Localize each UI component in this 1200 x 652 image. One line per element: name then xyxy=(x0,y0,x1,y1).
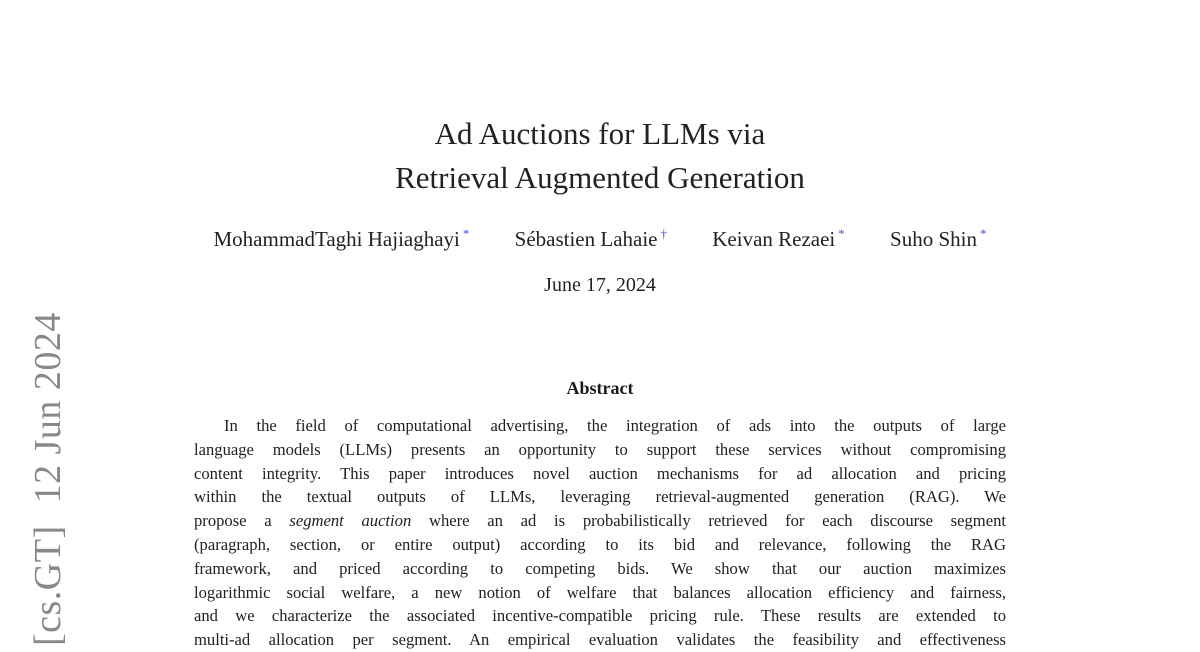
abstract-line: logarithmic social welfare, a new notion of welfare that balances allocation efficiency and fairness, xyxy=(194,582,1006,602)
title-line-2: Retrieval Augmented Generation xyxy=(395,160,805,195)
abstract-line-with-emphasis: propose a segment auction where an ad is probabilistically retrieved for each discourse segment xyxy=(194,511,1006,531)
author-1 xyxy=(214,226,470,252)
abstract-body xyxy=(194,414,1006,652)
author-name: Sébastien Lahaie xyxy=(514,227,658,251)
author-4 xyxy=(890,226,986,252)
affiliation-mark[interactable]: * xyxy=(838,226,845,241)
abstract-heading: Abstract xyxy=(566,378,634,398)
paper-date: June 17, 2024 xyxy=(544,274,656,296)
arxiv-date: 12 Jun 2024 xyxy=(27,312,69,504)
abstract-line: content integrity. This paper introduces novel auction mechanisms for ad allocation and pricing xyxy=(194,463,1006,483)
affiliation-mark[interactable]: * xyxy=(462,226,470,241)
abstract-line: framework, and priced according to competing bids. We show that our auction maximizes xyxy=(194,558,1006,578)
abstract-line: within the textual outputs of LLMs, leveraging retrieval-augmented generation (RAG). We xyxy=(194,487,1006,507)
abstract-line: and we characterize the associated incentive-compatible pricing rule. These results are extended to xyxy=(194,606,1006,626)
author-3 xyxy=(712,226,845,252)
abstract-line: language models (LLMs) presents an opportunity to support these services without compromising xyxy=(194,439,1006,459)
author-list xyxy=(0,226,1200,252)
title-line-1: Ad Auctions for LLMs via xyxy=(434,116,766,151)
paper-title xyxy=(0,112,1200,200)
emphasized-term: segment auction xyxy=(289,511,412,531)
affiliation-mark[interactable]: * xyxy=(979,226,987,241)
arxiv-category: [cs.GT] xyxy=(27,525,69,646)
affiliation-mark[interactable]: † xyxy=(660,226,667,241)
author-2 xyxy=(515,226,667,252)
author-name: Keivan Rezaei xyxy=(712,227,836,251)
abstract-line: multi-ad allocation per segment. An empirical evaluation validates the feasibility and effectiveness xyxy=(194,630,1006,650)
author-name: Suho Shin xyxy=(890,227,977,251)
abstract-line: In the field of computational advertising, the integration of ads into the outputs of large xyxy=(224,416,1006,435)
author-name: MohammadTaghi Hajiaghayi xyxy=(213,227,460,251)
arxiv-side-stamp xyxy=(26,290,70,646)
abstract-line: (paragraph, section, or entire output) according to its bid and relevance, following the RAG xyxy=(194,534,1006,554)
